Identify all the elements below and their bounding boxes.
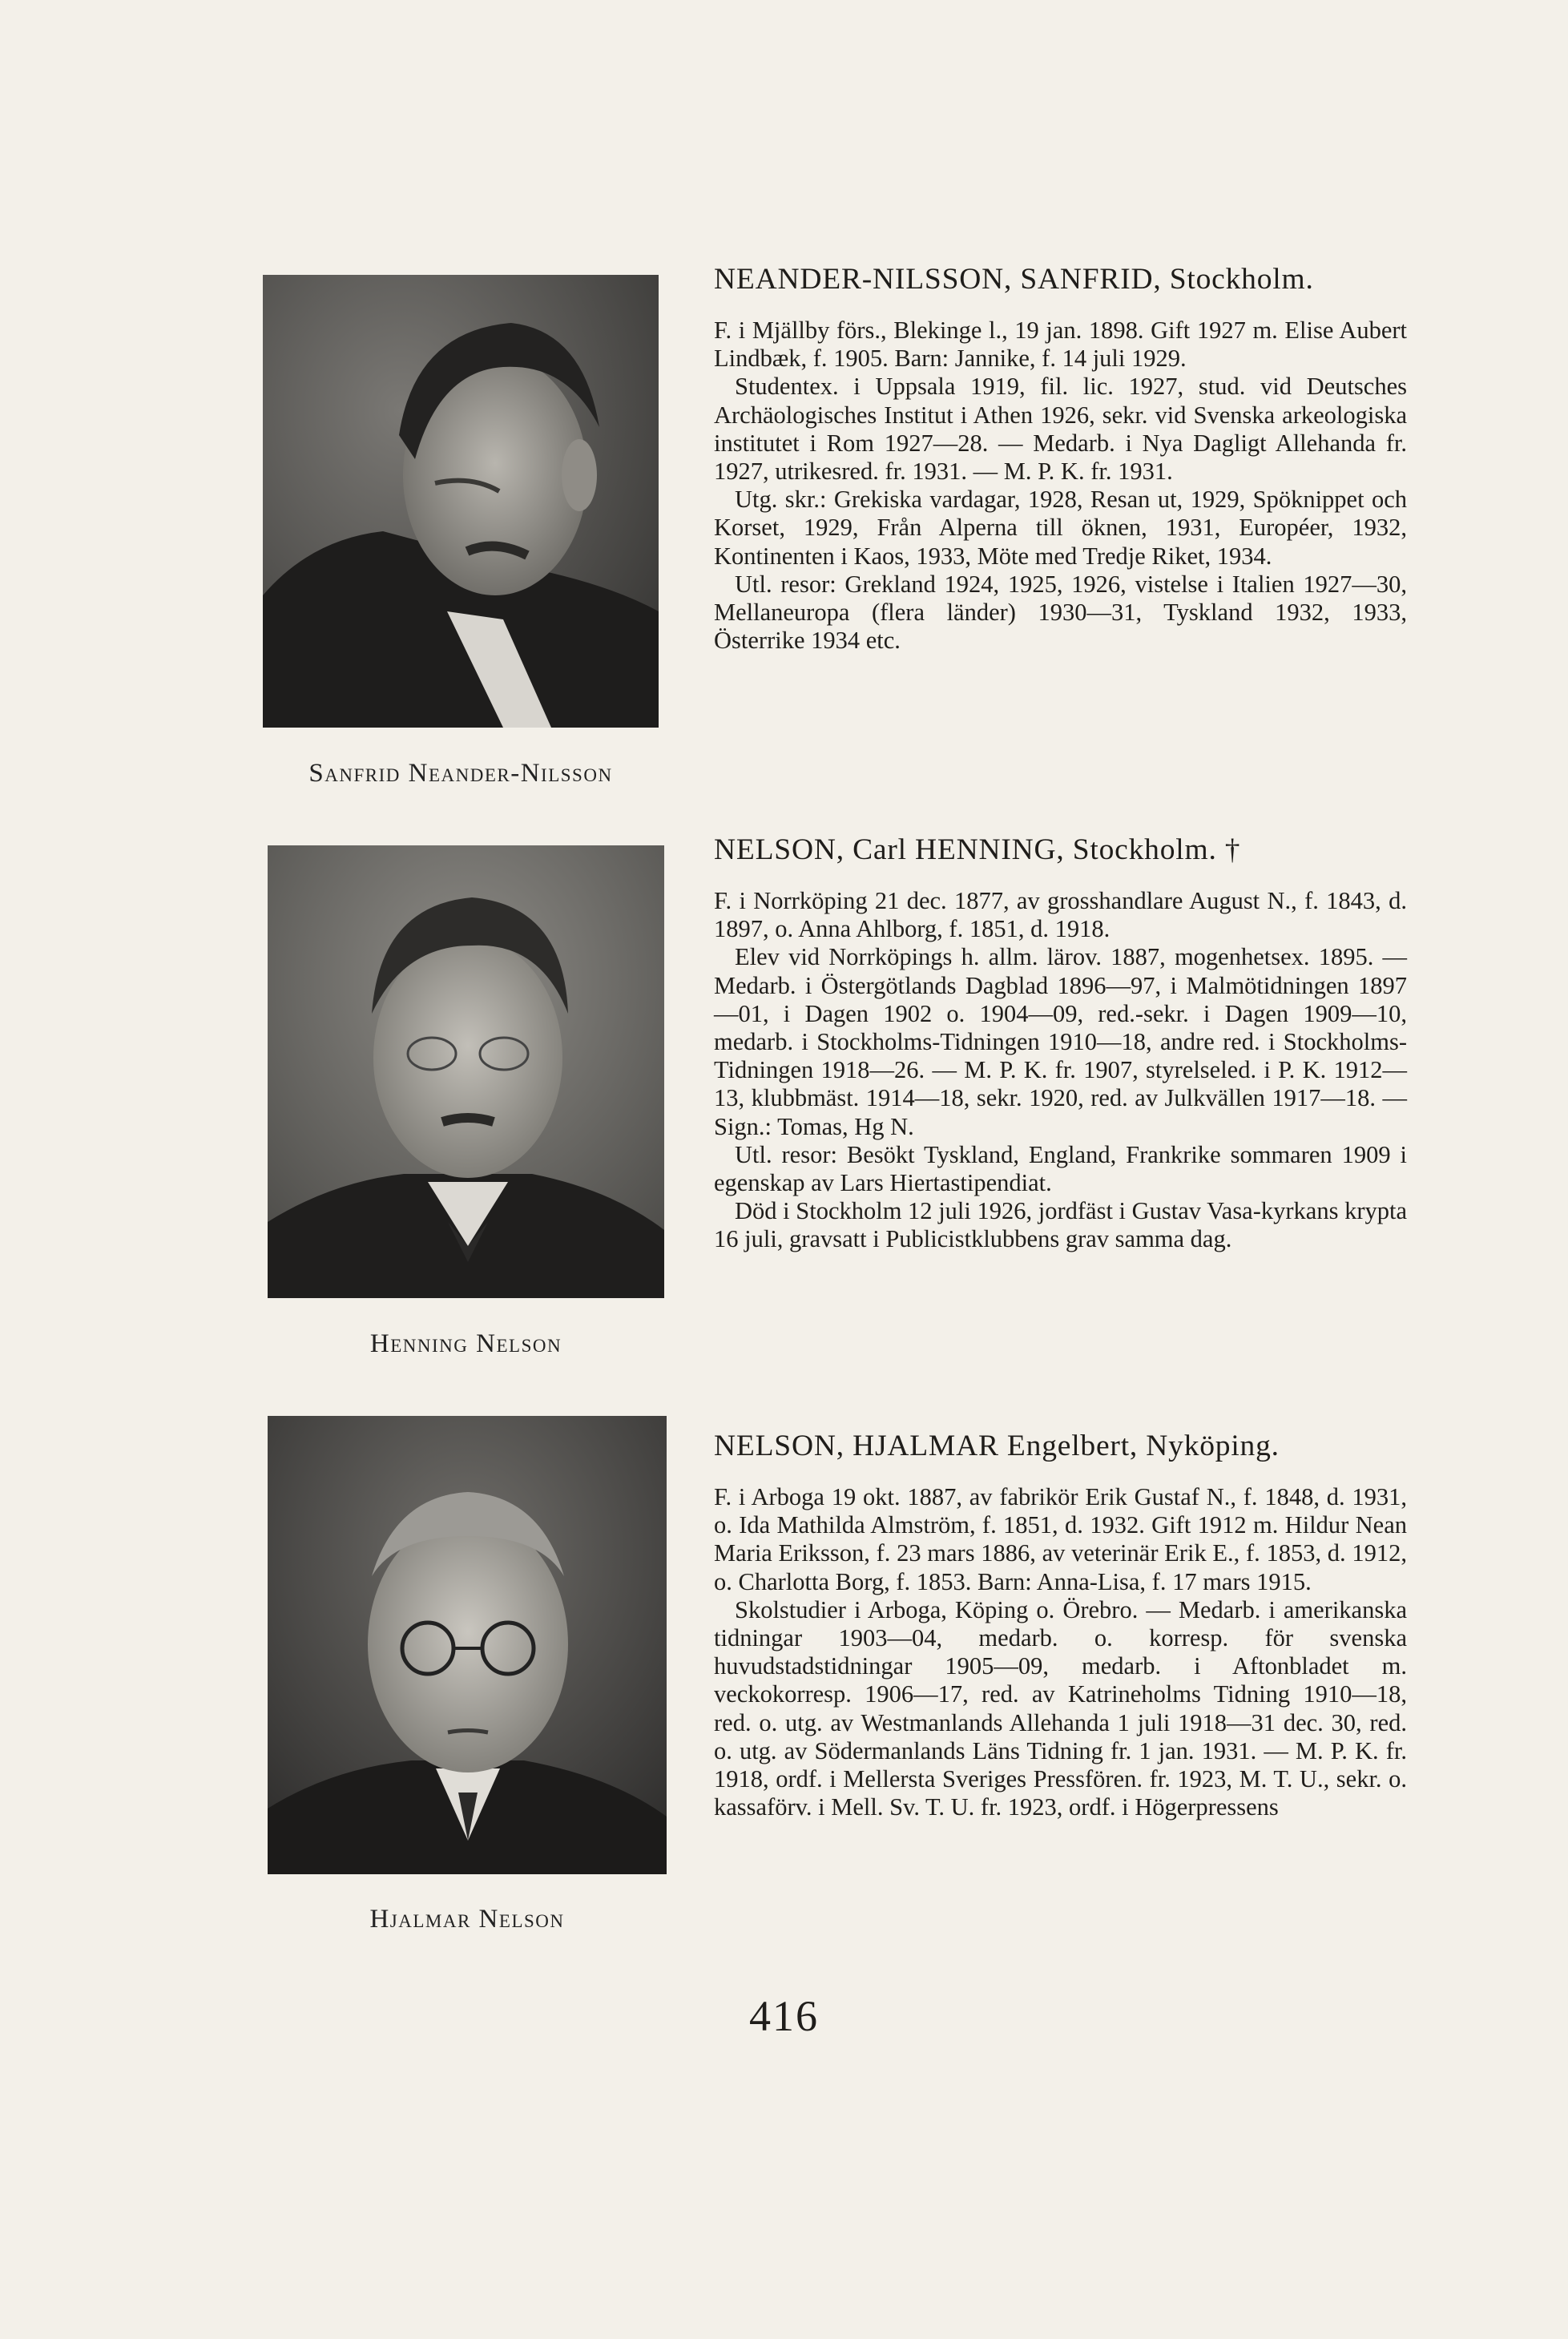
entry-paragraph: Elev vid Norrköpings h. allm. lärov. 1887, mogenhetsex. 1895. — Medarb. i Östergötlands Dagblad 1896—97, i Malmötidningen 1897—01, i Dagen 1902 o. 1904—09, red.-sekr. i Dagen 1909—10, medarb. i Stockholms-Tidningen 1910—18, andre red. i Stockholms-Tidningen 1918—26. — M. P. K. fr. 1907, styrelseled. i P. K. 1912—13, klubbmäst. 1914—18, sekr. 1920, red. av Julkvällen 1917—18. — Sign.: Tomas, Hg N. xyxy=(714,943,1407,1140)
entry-paragraph: Skolstudier i Arboga, Köping o. Örebro. — Medarb. i amerikanska tidningar 1903—04, medarb. o. korresp. för svenska huvudstadstidningar 1905—09, medarb. i Aftonbladet m. veckokorresp. 1906—17, red. av Katrineholms Tidning 1910—18, red. o. utg. av Westmanlands Allehanda 1 juli 1918—31 dec. 30, red. o. utg. av Södermanlands Läns Tidning fr. 1 jan. 1931. — M. P. K. fr. 1918, ordf. i Mellersta Sveriges Pressfören. fr. 1923, M. T. U., sekr. o. kassaförv. i Mell. Sv. T. U. fr. 1923, ordf. i Högerpressens xyxy=(714,1595,1407,1821)
entry-text xyxy=(714,262,1407,655)
entry-paragraph: Utl. resor: Besökt Tyskland, England, Frankrike sommaren 1909 i egenskap av Lars Hiertastipendiat. xyxy=(714,1140,1407,1197)
portrait-photo xyxy=(268,845,664,1298)
entry-heading: NELSON, HJALMAR Engelbert, Nyköping. xyxy=(714,1430,1280,1462)
entry-text xyxy=(714,1429,1407,1821)
page-number: 416 xyxy=(749,1992,819,2040)
entry-paragraph: F. i Arboga 19 okt. 1887, av fabrikör Erik Gustaf N., f. 1848, d. 1931, o. Ida Mathilda Almström, f. 1851, d. 1932. Gift 1912 m. Hildur Nean Maria Eriksson, f. 23 mars 1886, av veterinär Erik E., f. 1853, d. 1912, o. Charlotta Borg, f. 1853. Barn: Anna-Lisa, f. 17 mars 1915. xyxy=(714,1483,1407,1595)
portrait-caption: Henning Nelson xyxy=(369,1329,562,1358)
entry-paragraph: F. i Norrköping 21 dec. 1877, av grosshandlare August N., f. 1843, d. 1897, o. Anna Ahlborg, f. 1851, d. 1918. xyxy=(714,887,1407,943)
entry-heading: NEANDER-NILSSON, SANFRID, Stockholm. xyxy=(714,263,1314,296)
entry-heading: NELSON, Carl HENNING, Stockholm. † xyxy=(714,833,1241,866)
entry-paragraph: F. i Mjällby förs., Blekinge l., 19 jan. 1898. Gift 1927 m. Elise Aubert Lindbæk, f. 1905. Barn: Jannike, f. 14 juli 1929. xyxy=(714,317,1407,373)
entry-text xyxy=(714,833,1407,1254)
portrait-caption: Sanfrid Neander-Nilsson xyxy=(308,759,613,788)
entry-paragraph: Död i Stockholm 12 juli 1926, jordfäst i Gustav Vasa-kyrkans krypta 16 juli, gravsatt i Publicistklubbens grav samma dag. xyxy=(714,1197,1407,1253)
entry-paragraph: Utg. skr.: Grekiska vardagar, 1928, Resan ut, 1929, Spöknippet och Korset, 1929, Från Alperna till öknen, 1931, Européer, 1932, Kontinenten i Kaos, 1933, Möte med Tredje Riket, 1934. xyxy=(714,486,1407,570)
portrait-photo xyxy=(268,1416,667,1874)
portrait-photo xyxy=(263,275,659,728)
entry-paragraph: Studentex. i Uppsala 1919, fil. lic. 1927, stud. vid Deutsches Archäologisches Institut i Athen 1926, sekr. vid Svenska arkeologiska institutet i Rom 1927—28. — Medarb. i Nya Dagligt Allehanda fr. 1927, utrikesred. fr. 1931. — M. P. K. fr. 1931. xyxy=(714,373,1407,486)
portrait-caption: Hjalmar Nelson xyxy=(369,1905,565,1934)
entry-paragraph: Utl. resor: Grekland 1924, 1925, 1926, vistelse i Italien 1927—30, Mellaneuropa (flera länder) 1930—31, Tyskland 1932, 1933, Österrike 1934 etc. xyxy=(714,570,1407,655)
